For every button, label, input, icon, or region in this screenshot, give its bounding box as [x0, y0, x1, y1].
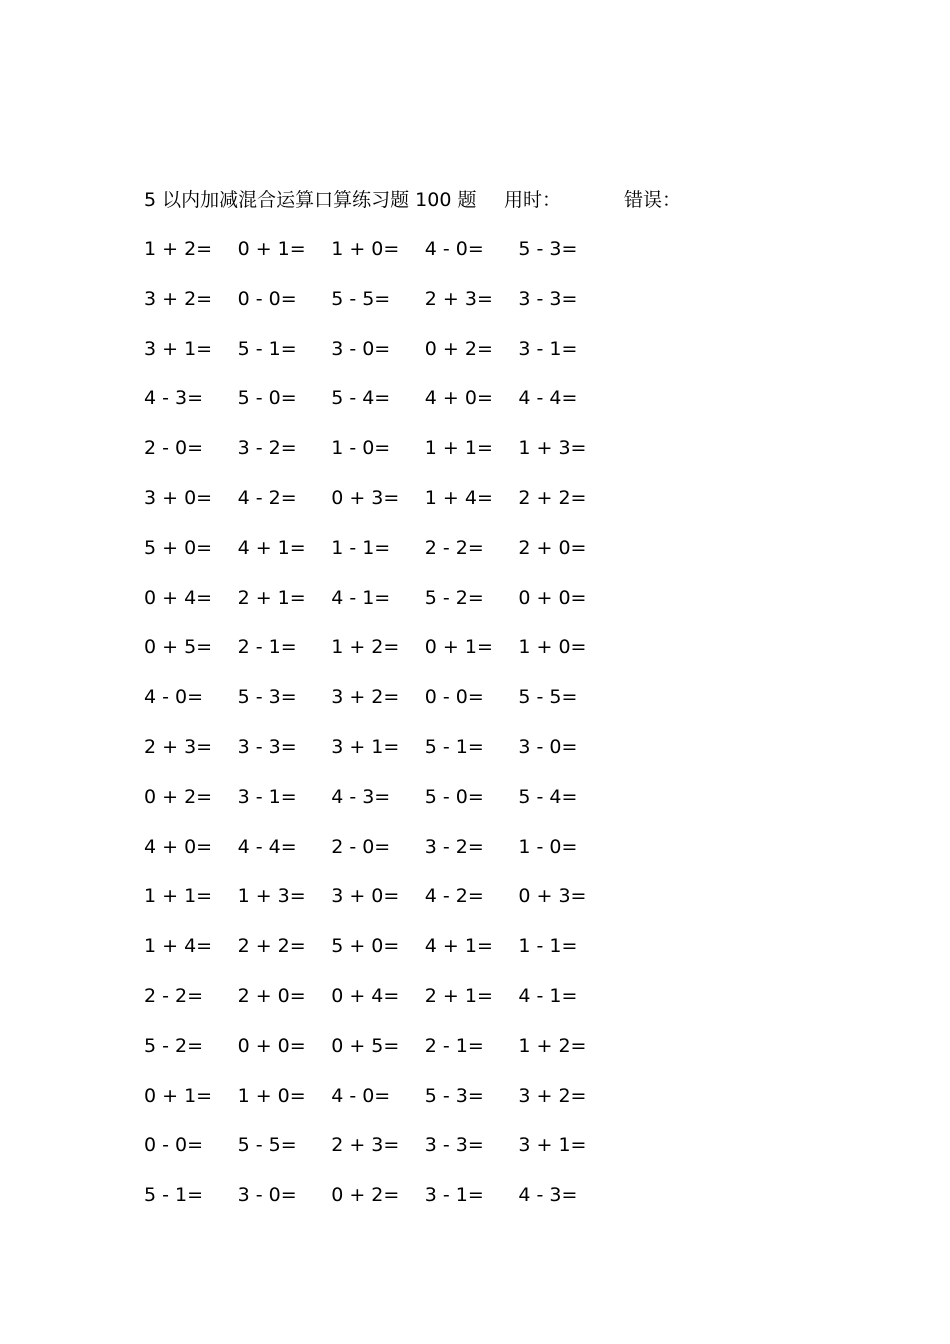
problem-item: 1 - 0=: [331, 437, 391, 460]
problem-item: 5 - 1=: [144, 1184, 204, 1207]
problem-item: 2 + 0=: [518, 536, 587, 559]
problem-item: 4 - 3=: [144, 387, 204, 410]
problem-item: 4 - 1=: [518, 984, 578, 1007]
problem-row: [144, 633, 624, 683]
problem-item: 3 - 0=: [331, 337, 391, 360]
problem-item: 0 + 3=: [331, 486, 400, 509]
problem-item: 3 + 2=: [518, 1084, 587, 1107]
problem-item: 2 - 0=: [331, 835, 391, 858]
problem-row: [144, 1032, 624, 1082]
problem-item: 4 - 3=: [518, 1184, 578, 1207]
problem-item: 5 - 4=: [518, 785, 578, 808]
problem-row: [144, 932, 624, 982]
problem-row: [144, 434, 624, 484]
problem-item: 1 - 1=: [518, 935, 578, 958]
problem-item: 1 + 2=: [518, 1034, 587, 1057]
problem-item: 0 + 0=: [237, 1034, 306, 1057]
problem-item: 2 - 2=: [144, 984, 204, 1007]
problem-item: 0 + 3=: [518, 885, 587, 908]
problem-item: 4 + 1=: [237, 536, 306, 559]
problem-item: 2 + 3=: [331, 1134, 400, 1157]
problem-item: 5 - 2=: [144, 1034, 204, 1057]
problem-item: 5 + 0=: [331, 935, 400, 958]
problem-item: 4 - 4=: [237, 835, 297, 858]
problem-item: 0 + 2=: [144, 785, 213, 808]
problem-item: 5 - 0=: [237, 387, 297, 410]
problem-item: 3 - 3=: [237, 735, 297, 758]
problem-row: [144, 335, 624, 385]
problem-item: 5 - 5=: [237, 1134, 297, 1157]
problem-item: 4 - 0=: [144, 686, 204, 709]
problem-item: 2 + 2=: [237, 935, 306, 958]
problem-item: 5 - 4=: [331, 387, 391, 410]
problem-item: 3 - 3=: [518, 287, 578, 310]
problem-item: 5 - 1=: [237, 337, 297, 360]
problem-item: 4 - 4=: [518, 387, 578, 410]
problem-item: 5 - 1=: [424, 735, 484, 758]
problem-item: 5 - 5=: [518, 686, 578, 709]
problem-item: 2 - 2=: [424, 536, 484, 559]
problem-row: [144, 235, 624, 285]
problem-item: 0 + 2=: [424, 337, 493, 360]
problem-item: 1 + 0=: [518, 636, 587, 659]
problem-item: 4 - 0=: [331, 1084, 391, 1107]
problem-row: [144, 783, 624, 833]
problem-item: 0 + 1=: [424, 636, 493, 659]
problem-item: 1 + 3=: [518, 437, 587, 460]
problem-item: 4 - 2=: [237, 486, 297, 509]
worksheet-header: [144, 186, 844, 214]
problem-item: 4 + 0=: [144, 835, 213, 858]
problem-item: 3 - 1=: [518, 337, 578, 360]
problem-row: [144, 1181, 624, 1231]
problem-item: 0 + 2=: [331, 1184, 400, 1207]
problem-item: 3 + 1=: [144, 337, 213, 360]
problem-item: 1 + 4=: [424, 486, 493, 509]
problem-item: 2 + 1=: [424, 984, 493, 1007]
problem-item: 0 + 1=: [144, 1084, 213, 1107]
problem-item: 0 - 0=: [144, 1134, 204, 1157]
problem-item: 1 + 0=: [237, 1084, 306, 1107]
problem-item: 3 + 2=: [144, 287, 213, 310]
problem-item: 0 + 5=: [331, 1034, 400, 1057]
problem-item: 1 - 0=: [518, 835, 578, 858]
problem-item: 1 + 0=: [331, 238, 400, 260]
problem-item: 4 - 1=: [331, 586, 391, 609]
problem-item: 2 + 2=: [518, 486, 587, 509]
problem-item: 4 - 3=: [331, 785, 391, 808]
time-label: 用时：: [504, 189, 562, 211]
problem-row: [144, 484, 624, 534]
problem-item: 4 - 0=: [424, 238, 484, 260]
problem-row: [144, 1082, 624, 1132]
problem-row: [144, 882, 624, 932]
problem-item: 0 + 0=: [518, 586, 587, 609]
problem-item: 5 - 3=: [518, 238, 578, 260]
problem-row: [144, 982, 624, 1032]
problem-item: 2 + 3=: [424, 287, 493, 310]
problem-item: 2 + 3=: [144, 735, 213, 758]
error-label: 错误：: [624, 189, 682, 211]
problem-item: 3 + 2=: [331, 686, 400, 709]
problem-item: 3 - 3=: [424, 1134, 484, 1157]
problem-item: 1 + 3=: [237, 885, 306, 908]
problem-item: 0 - 0=: [237, 287, 297, 310]
problem-row: [144, 683, 624, 733]
problem-item: 1 + 4=: [144, 935, 213, 958]
problem-item: 4 + 0=: [424, 387, 493, 410]
problem-item: 3 - 1=: [424, 1184, 484, 1207]
problem-item: 3 - 2=: [237, 437, 297, 460]
problem-item: 5 - 0=: [424, 785, 484, 808]
problem-item: 5 - 3=: [237, 686, 297, 709]
problem-item: 1 + 1=: [424, 437, 493, 460]
problem-item: 1 + 2=: [331, 636, 400, 659]
problem-item: 3 - 2=: [424, 835, 484, 858]
problem-item: 0 - 0=: [424, 686, 484, 709]
worksheet-title: 5 以内加减混合运算口算练习题 100 题: [144, 189, 477, 211]
problem-item: 5 + 0=: [144, 536, 213, 559]
problem-item: 0 + 1=: [237, 238, 306, 260]
problem-item: 5 - 3=: [424, 1084, 484, 1107]
problem-item: 4 + 1=: [424, 935, 493, 958]
problem-item: 3 + 0=: [331, 885, 400, 908]
problem-item: 3 - 0=: [518, 735, 578, 758]
problem-item: 1 - 1=: [331, 536, 391, 559]
problem-item: 2 - 1=: [237, 636, 297, 659]
problem-item: 3 + 0=: [144, 486, 213, 509]
problem-item: 0 + 4=: [144, 586, 213, 609]
problem-item: 1 + 2=: [144, 238, 213, 260]
problem-item: 2 - 0=: [144, 437, 204, 460]
problem-item: 2 - 1=: [424, 1034, 484, 1057]
problem-row: [144, 733, 624, 783]
problem-item: 0 + 4=: [331, 984, 400, 1007]
problem-row: [144, 285, 624, 335]
problem-item: 3 - 0=: [237, 1184, 297, 1207]
problem-grid: [144, 235, 624, 1231]
problem-row: [144, 584, 624, 634]
problem-row: [144, 384, 624, 434]
problem-item: 5 - 2=: [424, 586, 484, 609]
problem-item: 1 + 1=: [144, 885, 213, 908]
problem-item: 3 + 1=: [518, 1134, 587, 1157]
problem-row: [144, 534, 624, 584]
problem-item: 2 + 0=: [237, 984, 306, 1007]
problem-item: 4 - 2=: [424, 885, 484, 908]
problem-item: 5 - 5=: [331, 287, 391, 310]
problem-item: 3 + 1=: [331, 735, 400, 758]
problem-row: [144, 1131, 624, 1181]
problem-row: [144, 833, 624, 883]
problem-item: 3 - 1=: [237, 785, 297, 808]
problem-item: 2 + 1=: [237, 586, 306, 609]
problem-item: 0 + 5=: [144, 636, 213, 659]
